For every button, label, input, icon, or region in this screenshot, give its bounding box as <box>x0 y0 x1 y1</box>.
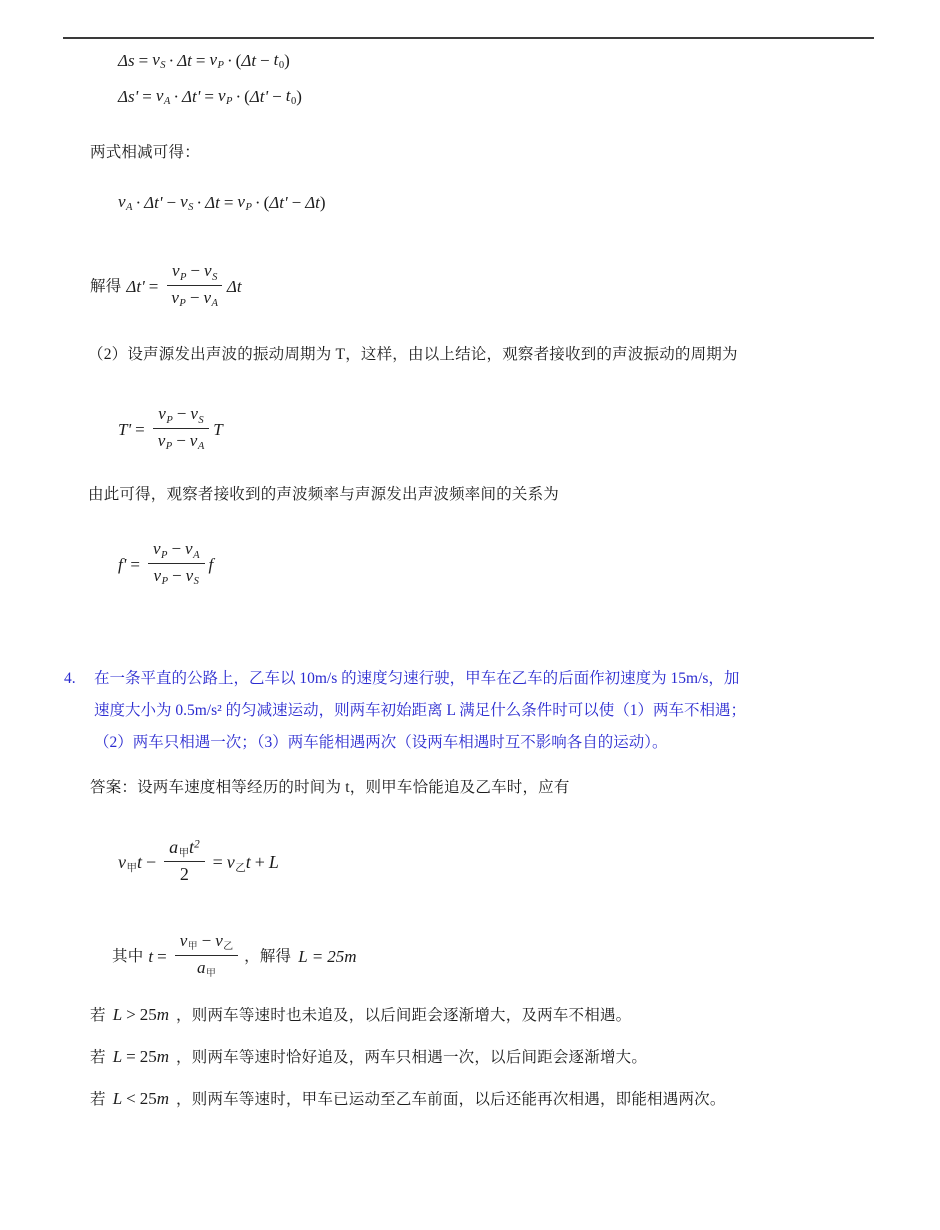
problem-4-line-3: （2）两车只相遇一次；（3）两车能相遇两次（设两车相遇时互不影响各自的运动）。 <box>94 733 668 751</box>
solve-suffix-label: ，解得 <box>244 947 292 965</box>
conclusion-2-prefix: 若 <box>90 1049 106 1066</box>
answer-intro-line: 答案：设两车速度相等经历的时间为 t，则甲车恰能追及乙车时，应有 <box>90 779 570 796</box>
equation-frequency-prime: f' = $\frac{v_P - v_A}{v_P - v_S}$ f <box>118 539 214 588</box>
fraction-delta-v-over-a: $\frac{v_甲 - v_乙}{a_甲}$ <box>175 930 238 980</box>
conclusion-2-text: ，则两车等速时恰好追及，两车只相遇一次，以后间距会逐渐增大。 <box>176 1049 648 1066</box>
paragraph-part-2: （2）设声源发出声波的振动周期为 T，这样，由以上结论，观察者接收到的声波振动的周期为 <box>88 346 738 363</box>
conclusion-line-1: 若 L > 25 m ，则两车等速时也未追及，以后间距会逐渐增大，及两车不相遇。 <box>90 1005 632 1024</box>
equation-delta-s: Δs = $v_S$ · Δt = $v_P$ · ( Δt − $t_0$ ) <box>118 50 290 72</box>
conclusion-3-text: ，则两车等速时，甲车已运动至乙车前面，以后还能再次相遇，即能相遇两次。 <box>176 1091 726 1108</box>
fraction-half-a-t-squared: $\frac{a_甲t^2}{2}$ <box>164 836 205 886</box>
problem-4-number: 4. <box>64 670 76 687</box>
solve-prefix-label: 解得 <box>90 278 122 296</box>
fraction-denominator-two: 2 <box>179 864 189 885</box>
fraction-period: $\frac{v_P - v_S}{v_P - v_A}$ <box>153 403 210 453</box>
line-subtract-equations: 两式相减可得： <box>90 144 200 161</box>
conclusion-line-2: 若 L = 25 m ，则两车等速时恰好追及，两车只相遇一次，以后间距会逐渐增大。 <box>90 1047 648 1066</box>
problem-4-block <box>64 663 874 758</box>
conclusion-line-3: 若 L < 25 m ，则两车等速时，甲车已运动至乙车前面，以后还能再次相遇，即能相遇两次。 <box>90 1089 726 1108</box>
equation-delta-t-prime-solved: 解得 Δt' = $\frac{v_P - v_S}{v_P - v_A}$ Δt <box>90 261 242 310</box>
fraction-vp-vs-over-vp-va: $\frac{v_P - v_S}{v_P - v_A}$ <box>166 260 223 310</box>
conclusion-3-prefix: 若 <box>90 1091 106 1108</box>
where-prefix-label: 其中 <box>112 947 144 965</box>
equation-delta-s-prime: Δs' = $v_A$ · Δt' = $v_P$ · ( Δt' − $t_0$ ) <box>118 86 302 108</box>
equation-time-equal-speed: 其中 t = $\frac{v_甲 - v_乙}{a_甲}$ ，解得 L = 25m <box>112 931 357 979</box>
problem-4-line-2: 速度大小为 0.5m/s² 的匀减速运动，则两车初始距离 L 满足什么条件时可以使（1）两车不相遇； <box>94 701 747 719</box>
equation-period-prime: T' = $\frac{v_P - v_S}{v_P - v_A}$ T <box>118 404 223 453</box>
equation-chase-main: $v_甲t$ − $\frac{a_甲t^2}{2}$ = $v_乙t$ + L <box>118 837 279 885</box>
conclusion-1-prefix: 若 <box>90 1007 106 1024</box>
conclusion-1-text: ，则两车等速时也未追及，以后间距会逐渐增大，及两车不相遇。 <box>176 1007 632 1024</box>
header-rule <box>63 37 874 39</box>
paragraph-frequency-relation: 由此可得，观察者接收到的声波频率与声源发出声波频率间的关系为 <box>88 486 560 503</box>
problem-4-line-1: 在一条平直的公路上，乙车以 10m/s 的速度匀速行驶，甲车在乙车的后面作初速度为 15m/s，加 <box>94 670 740 687</box>
problem-4-text <box>94 663 874 758</box>
fraction-frequency: $\frac{v_P - v_A}{v_P - v_S}$ <box>148 538 205 588</box>
equation-subtracted: $v_A$ · Δt' − $v_S$ · Δt = $v_P$ · ( Δt' − Δt ) <box>118 192 326 214</box>
